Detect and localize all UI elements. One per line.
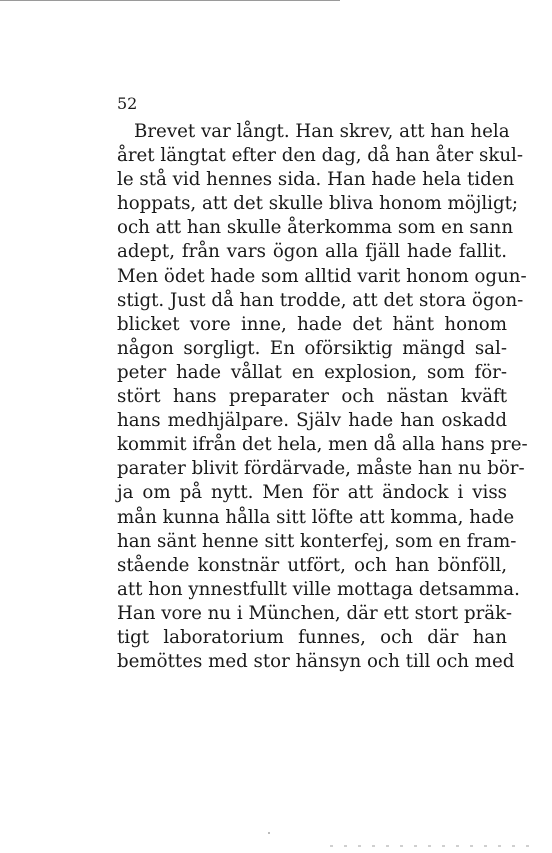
text-line: att hon ynnestfullt ville mottaga detsamma. [117, 578, 520, 600]
text-line: adept, från vars ögon alla fjäll hade fallit. [117, 241, 507, 263]
text-line: ja om på nytt. Men för att ändock i viss [117, 482, 507, 504]
body-text [117, 120, 528, 674]
top-edge-rule [0, 0, 340, 1]
bottom-scan-marks [330, 845, 530, 847]
page-number: 52 [117, 94, 138, 113]
text-line: peter hade vållat en explosion, som för- [117, 361, 507, 383]
text-line: året längtat efter den dag, då han åter skul- [117, 145, 524, 167]
text-line: och att han skulle återkomma som en sann [117, 217, 514, 239]
text-line: bemöttes med stor hänsyn och till och med [117, 651, 515, 673]
text-line: parater blivit fördärvade, måste han nu bör- [117, 458, 525, 480]
text-line: le stå vid hennes sida. Han hade hela tiden [117, 169, 515, 191]
text-line: någon sorgligt. En oförsiktig mängd sal- [117, 337, 507, 359]
text-line: mån kunna hålla sitt löfte att komma, hade [117, 506, 515, 528]
text-line: stående konstnär utfört, och han bönföll, [117, 554, 507, 576]
text-line: kommit ifrån det hela, men då alla hans pre- [117, 434, 528, 456]
text-line: Brevet var långt. Han skrev, att han hela [134, 121, 510, 142]
text-line: hoppats, att det skulle bliva honom möjligt; [117, 193, 519, 215]
text-line: Han vore nu i München, där ett stort präk- [117, 602, 512, 624]
text-line: tigt laboratorium funnes, och där han [117, 626, 507, 648]
text-line: hans medhjälpare. Själv hade han oskadd [117, 410, 507, 432]
text-line: blicket vore inne, hade det hänt honom [117, 313, 507, 335]
text-line: han sänt henne sitt konterfej, som en fram- [117, 530, 517, 552]
text-line: Men ödet hade som alltid varit honom ogun- [117, 265, 527, 287]
text-line: stigt. Just då han trodde, att det stora ögon- [117, 289, 524, 311]
scan-speck [268, 832, 270, 834]
text-line: stört hans preparater och nästan kväft [117, 386, 507, 408]
